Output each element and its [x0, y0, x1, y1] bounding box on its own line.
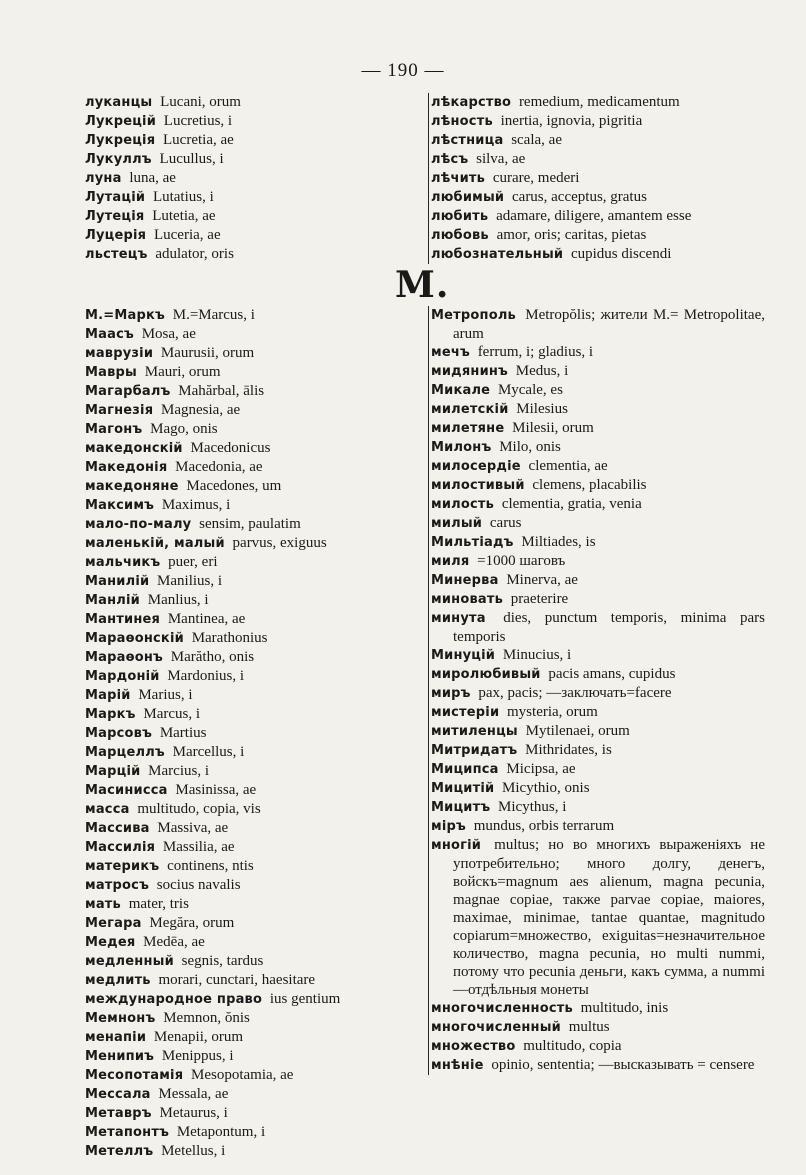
dictionary-entry — [431, 999, 765, 1018]
dictionary-entry — [431, 722, 765, 741]
entry-headword: македонскій — [85, 441, 183, 456]
entry-translation: Lucani, orum — [156, 94, 241, 110]
entry-headword: маврузіи — [85, 346, 154, 361]
entry-headword: льстецъ — [85, 247, 148, 262]
dictionary-entry — [431, 646, 765, 665]
entry-translation: Mauri, orum — [141, 364, 221, 380]
entry-headword: Мицитій — [431, 781, 495, 796]
entry-translation: Megăra, orum — [145, 915, 235, 931]
entry-translation: multus; но во многихъ выраженіяхъ не употребительно; много долгу, денегъ, войскъ=magnum aes alienum, magna pecunia, magnae copiae, также parvae copiae, maiores, maximae, minimae, tantae quantae, magnitudo copiarum=множество, exiguitas=незначительное количество, magna pecunia, но multi nummi, потому что pecunia деньги, какъ сумма, а nummi—отдѣльныя монеты — [453, 837, 765, 998]
entry-translation: carus, acceptus, gratus — [508, 189, 647, 205]
dictionary-entry — [431, 1037, 765, 1056]
dictionary-entry — [431, 552, 765, 571]
entry-headword: многочисленный — [431, 1020, 561, 1035]
entry-headword: Манилій — [85, 574, 150, 589]
entry-translation: Mardonius, i — [163, 668, 245, 684]
dictionary-entry — [431, 150, 765, 169]
dictionary-entry — [431, 779, 765, 798]
entry-translation: clemens, placabilis — [528, 477, 647, 493]
dictionary-entry — [85, 382, 385, 401]
entry-headword: Менипиъ — [85, 1049, 155, 1064]
entry-headword: мать — [85, 897, 121, 912]
entry-headword: миля — [431, 554, 470, 569]
entry-translation: Marcellus, i — [168, 744, 245, 760]
entry-translation: Manilius, i — [153, 573, 223, 589]
entry-headword: матросъ — [85, 878, 150, 893]
entry-headword: Максимъ — [85, 498, 155, 513]
dictionary-entry — [85, 515, 385, 534]
entry-headword: митиленцы — [431, 724, 518, 739]
entry-headword: Маркъ — [85, 707, 136, 722]
entry-headword: Марцеллъ — [85, 745, 165, 760]
entry-translation: Mithridates, is — [521, 742, 612, 758]
entry-headword: Мавры — [85, 365, 137, 380]
section-letter-heading: М. — [395, 264, 450, 306]
dictionary-entry — [431, 836, 765, 999]
entry-headword: Миципса — [431, 762, 499, 777]
entry-headword: лѣность — [431, 114, 493, 129]
dictionary-entry — [85, 762, 385, 781]
entry-translation: socius navalis — [153, 877, 241, 893]
entry-headword: милетскій — [431, 402, 509, 417]
dictionary-entry — [431, 571, 765, 590]
dictionary-entry — [431, 207, 765, 226]
entry-headword: масса — [85, 802, 130, 817]
entry-headword: Масинисса — [85, 783, 168, 798]
entry-headword: миролюбивый — [431, 667, 541, 682]
entry-translation: Mesopotamia, ae — [187, 1067, 294, 1083]
dictionary-entry — [431, 684, 765, 703]
entry-translation: scala, ae — [507, 132, 562, 148]
entry-translation: Micythus, i — [494, 799, 567, 815]
entry-translation: amor, oris; caritas, pietas — [492, 227, 647, 243]
entry-headword: Микале — [431, 383, 491, 398]
entry-headword: Луцерія — [85, 228, 147, 243]
entry-translation: multitudo, copia, vis — [133, 801, 261, 817]
dictionary-entry — [85, 458, 385, 477]
dictionary-entry — [85, 1028, 385, 1047]
dictionary-entry — [85, 207, 385, 226]
entry-translation: Luceria, ae — [150, 227, 221, 243]
dictionary-entry — [85, 496, 385, 515]
entry-translation: Massiva, ae — [153, 820, 229, 836]
entry-headword: Метрополь — [431, 308, 516, 323]
entry-headword: Массива — [85, 821, 150, 836]
entry-translation: opinio, sententia; —высказывать = censere — [487, 1057, 755, 1073]
entry-headword: Лукреція — [85, 133, 156, 148]
dictionary-entry — [431, 495, 765, 514]
dictionary-entry — [85, 131, 385, 150]
entry-headword: луканцы — [85, 95, 153, 110]
dictionary-entry — [85, 876, 385, 895]
dictionary-entry — [85, 226, 385, 245]
entry-headword: многій — [431, 838, 482, 853]
dictionary-entry — [431, 590, 765, 609]
dictionary-entry — [431, 438, 765, 457]
entry-headword: Лукрецій — [85, 114, 157, 129]
entry-headword: многочисленность — [431, 1001, 573, 1016]
entry-translation: Marătho, onis — [167, 649, 255, 665]
dictionary-entry — [431, 514, 765, 533]
entry-headword: милосердіе — [431, 459, 521, 474]
entry-headword: мечъ — [431, 345, 470, 360]
entry-headword: Массилія — [85, 840, 156, 855]
entry-headword: Мицитъ — [431, 800, 491, 815]
entry-headword: мало-по-малу — [85, 517, 192, 532]
entry-translation: Medēa, ae — [139, 934, 205, 950]
entry-translation: luna, ae — [125, 170, 176, 186]
dictionary-entry — [85, 188, 385, 207]
entry-headword: Лутацій — [85, 190, 146, 205]
entry-translation: Metropŏlis; жители М.= Metropolitae, arum — [453, 307, 765, 342]
dictionary-entry — [431, 703, 765, 722]
entry-headword: любознательный — [431, 247, 564, 262]
entry-headword: Мессала — [85, 1087, 151, 1102]
entry-headword: маленькій, малый — [85, 536, 225, 551]
entry-translation: М.=Marcus, i — [168, 307, 255, 323]
dictionary-entry — [85, 781, 385, 800]
dictionary-entry — [85, 306, 385, 325]
entry-translation: continens, ntis — [163, 858, 254, 874]
entries-column-top-right — [428, 93, 765, 264]
entry-translation: mundus, orbis terrarum — [469, 818, 615, 834]
entry-translation: morari, cunctari, haesitare — [154, 972, 316, 988]
entry-translation: curare, mederi — [489, 170, 580, 186]
entry-translation: Mytilenaei, orum — [521, 723, 630, 739]
entry-headword: міръ — [431, 819, 466, 834]
dictionary-entry — [431, 476, 765, 495]
entry-headword: мальчикъ — [85, 555, 161, 570]
entry-translation: Macedones, um — [182, 478, 282, 494]
dictionary-entry — [431, 741, 765, 760]
entry-translation: mater, tris — [124, 896, 189, 912]
dictionary-entry — [85, 420, 385, 439]
entry-translation: Martius — [156, 725, 207, 741]
dictionary-entry — [431, 400, 765, 419]
dictionary-entry — [431, 169, 765, 188]
entry-translation: Marius, i — [134, 687, 193, 703]
entry-translation: Milo, onis — [495, 439, 561, 455]
entry-translation: Marcus, i — [139, 706, 201, 722]
entry-translation: Lutatius, i — [149, 189, 214, 205]
dictionary-entry — [431, 362, 765, 381]
dictionary-entry — [431, 131, 765, 150]
entry-headword: Магонъ — [85, 422, 143, 437]
dictionary-entry — [85, 857, 385, 876]
dictionary-entry — [85, 363, 385, 382]
entry-headword: менапіи — [85, 1030, 147, 1045]
entry-translation: Menippus, i — [158, 1048, 234, 1064]
entry-headword: Мегара — [85, 916, 142, 931]
entry-translation: Metapontum, i — [173, 1124, 266, 1140]
entry-headword: любимый — [431, 190, 505, 205]
dictionary-entry — [85, 344, 385, 363]
entry-headword: мистеріи — [431, 705, 500, 720]
entry-translation: Micythio, onis — [498, 780, 590, 796]
entry-translation: praeterire — [507, 591, 569, 607]
entry-headword: Месопотамія — [85, 1068, 184, 1083]
dictionary-entry — [431, 817, 765, 836]
dictionary-entry — [85, 1047, 385, 1066]
dictionary-entry — [85, 169, 385, 188]
dictionary-entry — [85, 743, 385, 762]
dictionary-entry — [85, 990, 385, 1009]
entry-headword: любовь — [431, 228, 489, 243]
dictionary-entry — [85, 933, 385, 952]
entry-translation: Mosa, ae — [137, 326, 196, 342]
dictionary-entry — [85, 1066, 385, 1085]
dictionary-entry — [431, 609, 765, 646]
entry-translation: Micipsa, ae — [502, 761, 576, 777]
entry-translation: Mycale, es — [494, 382, 563, 398]
entry-headword: мнѣніе — [431, 1058, 484, 1073]
entry-headword: Метапонтъ — [85, 1125, 170, 1140]
entry-headword: Медея — [85, 935, 136, 950]
entry-headword: лѣкарство — [431, 95, 512, 110]
entry-translation: dies, punctum temporis, minima pars temporis — [453, 610, 765, 645]
dictionary-entry — [85, 572, 385, 591]
entry-headword: милость — [431, 497, 495, 512]
entry-headword: Мантинея — [85, 612, 161, 627]
dictionary-entry — [85, 838, 385, 857]
entry-translation: multus — [564, 1019, 610, 1035]
dictionary-entry — [431, 665, 765, 684]
entry-translation: Macedonia, ae — [171, 459, 263, 475]
dictionary-entry — [431, 226, 765, 245]
dictionary-entry — [85, 724, 385, 743]
dictionary-entry — [85, 245, 385, 264]
entry-translation: inertia, ignovia, pigritia — [496, 113, 643, 129]
dictionary-entry — [85, 895, 385, 914]
entry-translation: Memnon, ŏnis — [159, 1010, 250, 1026]
entry-headword: Мараѳонскій — [85, 631, 184, 646]
entry-headword: миновать — [431, 592, 504, 607]
dictionary-entry — [431, 381, 765, 400]
entries-column-bottom-right — [428, 306, 765, 1075]
dictionary-entry — [85, 150, 385, 169]
entry-translation: carus — [486, 515, 522, 531]
entry-translation: cupidus discendi — [567, 246, 672, 262]
entry-headword: множество — [431, 1039, 516, 1054]
entry-translation: Lucullus, i — [155, 151, 224, 167]
dictionary-entry — [431, 1018, 765, 1037]
entries-column-top-left — [85, 93, 385, 264]
entry-translation: Milesius — [512, 401, 568, 417]
entry-headword: Метеллъ — [85, 1144, 154, 1159]
entry-translation: mysteria, orum — [503, 704, 598, 720]
dictionary-entry — [85, 325, 385, 344]
entry-translation: Lucretius, i — [160, 113, 233, 129]
dictionary-entry — [85, 93, 385, 112]
entry-translation: Medus, i — [512, 363, 569, 379]
dictionary-entry — [85, 648, 385, 667]
entry-headword: мидянинъ — [431, 364, 509, 379]
dictionary-entry — [85, 553, 385, 572]
entry-headword: Мараѳонъ — [85, 650, 164, 665]
entry-translation: pax, pacis; —заключать=facere — [474, 685, 672, 701]
entry-translation: ius gentium — [266, 991, 341, 1007]
entry-translation: Lucretia, ae — [159, 132, 234, 148]
entry-translation: Marathonius — [187, 630, 268, 646]
dictionary-entry — [85, 591, 385, 610]
entry-headword: милостивый — [431, 478, 525, 493]
entry-headword: Марцій — [85, 764, 141, 779]
entry-headword: международное право — [85, 992, 263, 1007]
dictionary-entry — [85, 401, 385, 420]
dictionary-entry — [431, 1056, 765, 1075]
entry-translation: clementia, gratia, venia — [498, 496, 642, 512]
entry-headword: Минуцій — [431, 648, 496, 663]
entry-translation: puer, eri — [164, 554, 218, 570]
entry-headword: медленный — [85, 954, 174, 969]
entry-headword: любить — [431, 209, 489, 224]
dictionary-entry — [431, 760, 765, 779]
dictionary-entry — [85, 667, 385, 686]
dictionary-entry — [85, 1123, 385, 1142]
dictionary-entry — [431, 306, 765, 343]
dictionary-entry — [85, 800, 385, 819]
entry-translation: parvus, exiguus — [228, 535, 327, 551]
entry-translation: clementia, ae — [524, 458, 608, 474]
entry-translation: Marcius, i — [144, 763, 209, 779]
entry-headword: милетяне — [431, 421, 505, 436]
entry-headword: Магнезія — [85, 403, 154, 418]
entry-translation: Mago, onis — [146, 421, 218, 437]
dictionary-entry — [431, 343, 765, 362]
entry-translation: Menapii, orum — [150, 1029, 244, 1045]
entry-translation: silva, ae — [472, 151, 526, 167]
entry-translation: Macedonicus — [186, 440, 271, 456]
entry-headword: македоняне — [85, 479, 179, 494]
dictionary-entry — [85, 112, 385, 131]
entry-headword: лѣчить — [431, 171, 486, 186]
entry-translation: Minerva, ae — [502, 572, 578, 588]
dictionary-entry — [431, 798, 765, 817]
dictionary-entry — [85, 952, 385, 971]
entry-headword: Минерва — [431, 573, 499, 588]
entry-headword: Магарбалъ — [85, 384, 171, 399]
entry-headword: луна — [85, 171, 122, 186]
page-number: — 190 — — [361, 60, 445, 81]
entry-translation: Mantinea, ae — [164, 611, 246, 627]
entry-translation: Metaurus, i — [155, 1105, 228, 1121]
dictionary-entry — [85, 534, 385, 553]
dictionary-entry — [85, 914, 385, 933]
entry-headword: Метавръ — [85, 1106, 152, 1121]
dictionary-entry — [85, 686, 385, 705]
entry-translation: Manlius, i — [143, 592, 209, 608]
dictionary-entry — [85, 1104, 385, 1123]
entry-headword: милый — [431, 516, 483, 531]
entry-translation: remedium, medicamentum — [515, 94, 680, 110]
dictionary-entry — [431, 533, 765, 552]
entry-headword: Мардоній — [85, 669, 160, 684]
entry-headword: Мемнонъ — [85, 1011, 156, 1026]
entry-headword: Македонія — [85, 460, 168, 475]
entry-headword: Митридатъ — [431, 743, 518, 758]
entry-translation: Milesii, orum — [508, 420, 594, 436]
entry-headword: Маасъ — [85, 327, 134, 342]
entry-headword: лѣстница — [431, 133, 504, 148]
entry-translation: Massilia, ae — [159, 839, 235, 855]
entry-translation: Metellus, i — [157, 1143, 226, 1159]
entry-translation: Magnesia, ae — [157, 402, 241, 418]
entry-headword: материкъ — [85, 859, 160, 874]
dictionary-entry — [85, 1085, 385, 1104]
entry-translation: Minucius, i — [499, 647, 572, 663]
entry-headword: М.=Маркъ — [85, 308, 165, 323]
entry-headword: Лукуллъ — [85, 152, 152, 167]
entry-headword: Марій — [85, 688, 131, 703]
entries-column-bottom-left — [85, 306, 385, 1161]
entry-translation: Maurusii, orum — [157, 345, 255, 361]
dictionary-entry — [85, 705, 385, 724]
entry-translation: adulator, oris — [151, 246, 234, 262]
entry-translation: multitudo, copia — [519, 1038, 622, 1054]
entry-translation: Maximus, i — [158, 497, 231, 513]
dictionary-entry — [85, 819, 385, 838]
dictionary-entry — [85, 439, 385, 458]
entry-headword: Лутеція — [85, 209, 145, 224]
entry-translation: Mahărbal, ālis — [174, 383, 265, 399]
entry-headword: минута — [431, 611, 486, 626]
dictionary-entry — [85, 477, 385, 496]
entry-headword: лѣсъ — [431, 152, 469, 167]
entry-translation: sensim, paulatim — [195, 516, 301, 532]
entry-headword: Марсовъ — [85, 726, 153, 741]
dictionary-entry — [431, 457, 765, 476]
entry-translation: multitudo, inis — [576, 1000, 669, 1016]
dictionary-entry — [85, 629, 385, 648]
entry-translation: Lutetia, ae — [148, 208, 216, 224]
dictionary-entry — [431, 245, 765, 264]
entry-headword: Манлій — [85, 593, 140, 608]
entry-translation: Messala, ae — [154, 1086, 229, 1102]
dictionary-entry — [85, 610, 385, 629]
entry-translation: ferrum, i; gladius, i — [473, 344, 594, 360]
entry-translation: =1000 шаговъ — [473, 553, 566, 569]
dictionary-entry — [431, 188, 765, 207]
entry-translation: Miltiades, is — [517, 534, 596, 550]
entry-translation: Masinissa, ae — [171, 782, 257, 798]
entry-translation: segnis, tardus — [177, 953, 264, 969]
dictionary-entry — [431, 93, 765, 112]
entry-translation: pacis amans, cupidus — [544, 666, 676, 682]
entry-headword: медлить — [85, 973, 151, 988]
dictionary-entry — [431, 419, 765, 438]
entry-headword: Милонъ — [431, 440, 492, 455]
entry-headword: миръ — [431, 686, 471, 701]
dictionary-entry — [431, 112, 765, 131]
dictionary-entry — [85, 1009, 385, 1028]
dictionary-entry — [85, 1142, 385, 1161]
dictionary-entry — [85, 971, 385, 990]
entry-headword: Мильтіадъ — [431, 535, 514, 550]
entry-translation: adamare, diligere, amantem esse — [492, 208, 692, 224]
